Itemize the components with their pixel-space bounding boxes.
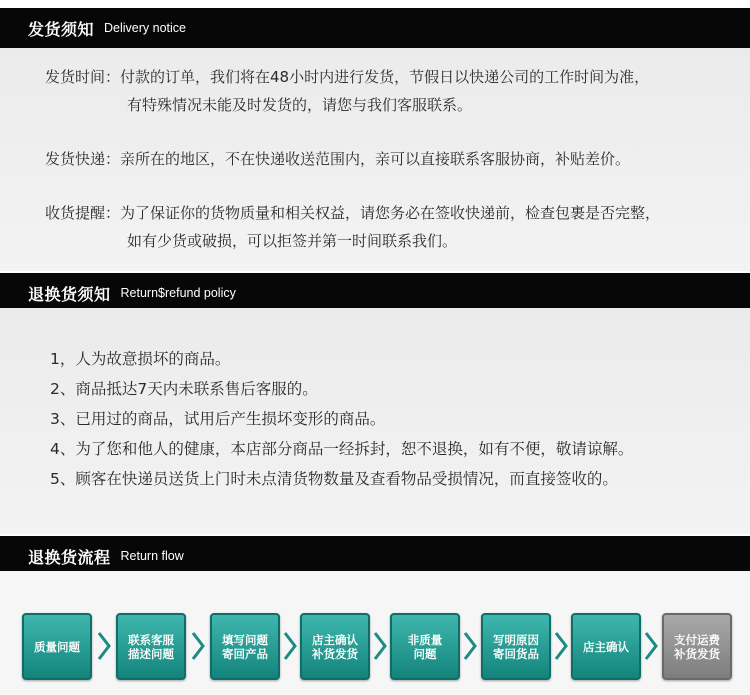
flow-header bbox=[0, 536, 750, 576]
flow-step-state-reason: 写明原因 寄回货品 bbox=[481, 613, 551, 680]
delivery-time-line-2: 有特殊情况未能及时发货的，请您与我们客服联系。 bbox=[127, 96, 473, 114]
delivery-time-line-1: 发货时间：付款的订单，我们将在48小时内进行发货，节假日以快递公司的工作时间为准， bbox=[45, 68, 650, 86]
delivery-title-en: Delivery notice bbox=[104, 21, 186, 35]
delivery-receive-line-1: 收货提醒：为了保证你的货物质量和相关权益，请您务必在签收快递前，检查包裹是否完整， bbox=[45, 204, 661, 222]
chevron-right-icon bbox=[373, 630, 387, 662]
delivery-receive-line-2: 如有少货或破损，可以拒签并第一时间联系我们。 bbox=[127, 232, 458, 250]
returns-item-1: 1，人为故意损坏的商品。 bbox=[50, 350, 231, 368]
delivery-title-cn: 发货须知 bbox=[28, 19, 95, 39]
flow-step-pay-shipping: 支付运费 补货发货 bbox=[662, 613, 732, 680]
flow-title-cn: 退换货流程 bbox=[28, 547, 111, 567]
flow-step-fill-return: 填写问题 寄回产品 bbox=[210, 613, 280, 680]
returns-title-cn: 退换货须知 bbox=[28, 284, 111, 304]
returns-item-4: 4、为了您和他人的健康，本店部分商品一经拆封，恕不退换，如有不便，敬请谅解。 bbox=[50, 440, 634, 458]
flow-step-non-quality-issue: 非质量 问题 bbox=[390, 613, 460, 680]
delivery-header bbox=[0, 8, 750, 48]
returns-item-2: 2、商品抵达7天内未联系售后客服的。 bbox=[50, 380, 318, 398]
chevron-right-icon bbox=[97, 630, 111, 662]
flow-title-en: Return flow bbox=[120, 549, 184, 563]
chevron-right-icon bbox=[554, 630, 568, 662]
returns-item-3: 3、已用过的商品，试用后产生损坏变形的商品。 bbox=[50, 410, 386, 428]
returns-item-5: 5、顾客在快递员送货上门时未点清货物数量及查看物品受损情况，而直接签收的。 bbox=[50, 470, 618, 488]
chevron-right-icon bbox=[463, 630, 477, 662]
returns-header bbox=[0, 273, 750, 313]
delivery-express-line: 发货快递：亲所在的地区，不在快递收送范围内，亲可以直接联系客服协商，补贴差价。 bbox=[45, 150, 631, 168]
flow-step-quality-issue: 质量问题 bbox=[22, 613, 92, 680]
chevron-right-icon bbox=[283, 630, 297, 662]
flow-step-owner-confirm: 店主确认 bbox=[571, 613, 641, 680]
flow-step-contact-service: 联系客服 描述问题 bbox=[116, 613, 186, 680]
returns-title-en: Return$refund policy bbox=[120, 286, 236, 300]
chevron-right-icon bbox=[644, 630, 658, 662]
flow-step-owner-confirm-reship: 店主确认 补货发货 bbox=[300, 613, 370, 680]
chevron-right-icon bbox=[191, 630, 205, 662]
